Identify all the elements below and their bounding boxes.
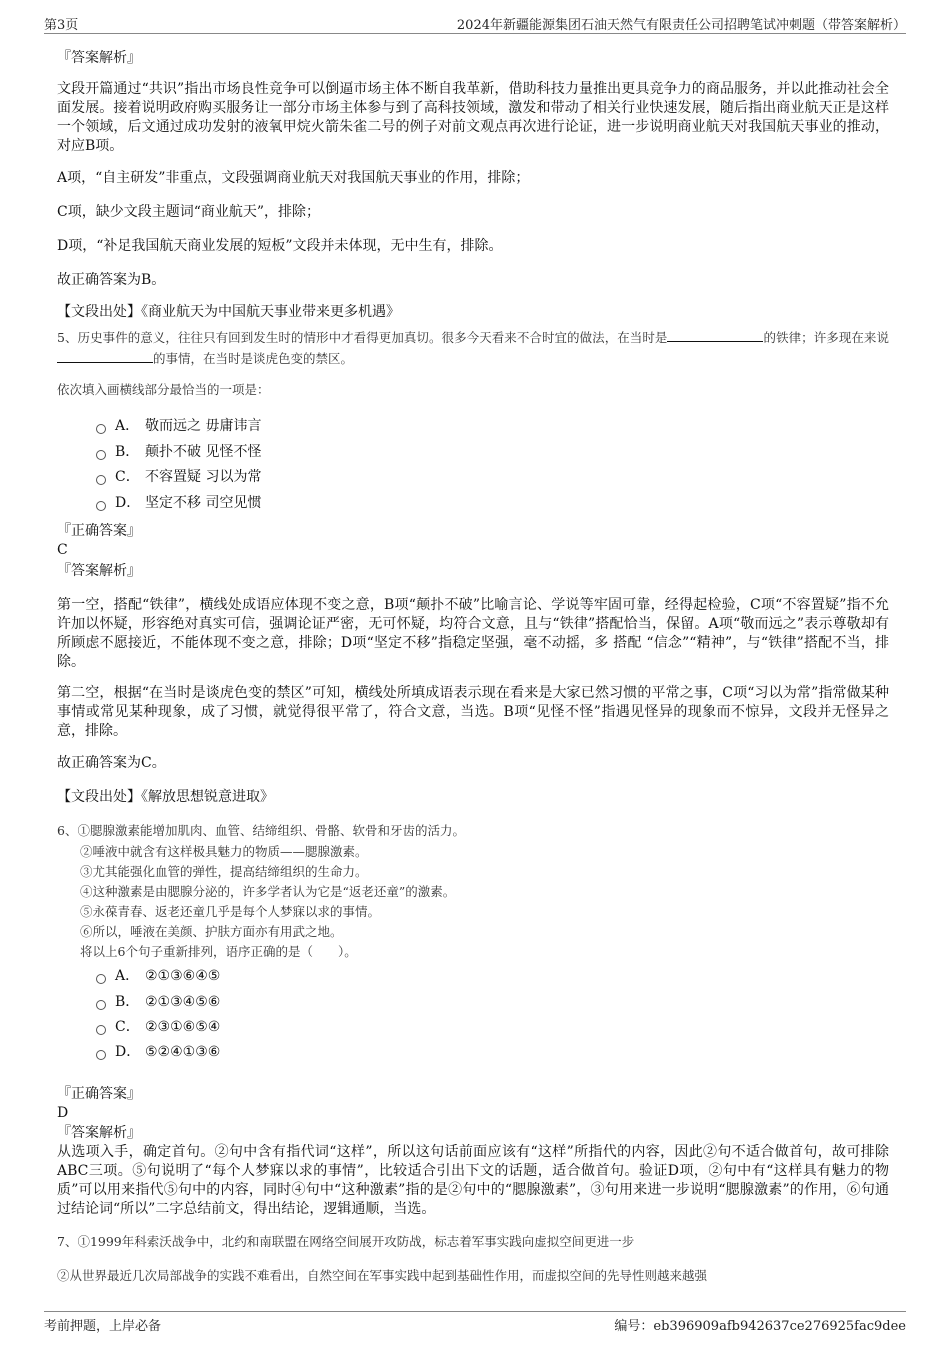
document-title: 2024年新疆能源集团石油天然气有限责任公司招聘笔试冲刺题（带答案解析） — [456, 18, 906, 33]
q6-sentence: ④这种激素是由腮腺分泌的，许多学者认为它是“返老还童”的激素。 — [80, 884, 456, 899]
q4-source: 【文段出处】《商业航天为中国航天事业带来更多机遇》 — [57, 304, 400, 320]
q7-stem-line1: 7、①1999年科索沃战争中，北约和南联盟在网络空间展开攻防战，标志着军事实践向虚拟空间更进一步 — [57, 1234, 635, 1249]
q6-sentence: ⑥所以，唾液在美颜、护肤方面亦有用武之地。 — [80, 924, 343, 939]
header-divider — [44, 33, 906, 34]
q4-analysis-text: 文段开篇通过“共识”指出市场良性竞争可以倒逼市场主体不断自我革新，借助科技力量推出更具竞争力的商品服务，并以此推动社会全面发展。接着说明政府购买服务让一部分市场主体参与到了高科技领域，激发和带动了相关行业快速发展，随后指出商业航天正是这样一个领域，后文通过成功发射的液氧甲烷火箭朱雀二号的例子对前文观点再次进行论证，进一步说明商业航天对我国航天事业的推动，对应B项。 — [57, 81, 889, 154]
radio-icon[interactable] — [96, 1025, 106, 1035]
radio-icon[interactable] — [96, 475, 106, 485]
q4-option-a-note: A项，“自主研发”非重点，文段强调商业航天对我国航天事业的作用，排除； — [57, 170, 530, 186]
radio-icon[interactable] — [96, 1050, 106, 1060]
q5-answer: C — [57, 542, 68, 558]
q5-analysis-label: 『答案解析』 — [57, 563, 141, 579]
q5-option-c[interactable]: C． 不容置疑 习以为常 — [96, 468, 261, 486]
footer-slogan: 考前押题，上岸必备 — [44, 1319, 162, 1334]
q5-blank-2 — [57, 348, 153, 363]
q5-instruction: 依次填入画横线部分最恰当的一项是： — [57, 382, 270, 397]
q4-conclusion: 故正确答案为B。 — [57, 272, 166, 288]
q6-answer: D — [57, 1105, 69, 1121]
q5-option-b[interactable]: B． 颠扑不破 见怪不怪 — [96, 443, 261, 461]
q6-stem-line1: 6、①腮腺激素能增加肌肉、血管、结缔组织、骨骼、软骨和牙齿的活力。 — [57, 823, 465, 838]
q4-option-c-note: C项，缺少文段主题词“商业航天”，排除； — [57, 204, 321, 220]
q4-option-d-note: D项，“补足我国航天商业发展的短板”文段并未体现，无中生有，排除。 — [57, 238, 503, 254]
q5-conclusion: 故正确答案为C。 — [57, 755, 166, 771]
q6-option-c[interactable]: C． ②③①⑥⑤④ — [96, 1018, 220, 1036]
q6-analysis-text: 从选项入手，确定首句。②句中含有指代词“这样”，所以这句话前面应该有“这样”所指代的内容，因此②句不适合做首句，故可排除ABC三项。⑤句说明了“每个人梦寐以求的事情”，比较适合引出下文的话题，适合做首句。验证D项，②句中有“这样具有魅力的物质”可以用来指代⑤句中的内容，同时④句中“这种激素”指的是②句中的“腮腺激素”，③句用来进一步说明“腮腺激素”的作用，⑥句通过结论词“所以”二字总结前文，得出结论，逻辑通顺，当选。 — [57, 1144, 889, 1217]
q5-option-d[interactable]: D． 坚定不移 司空见惯 — [96, 494, 261, 512]
q5-stem: 5、历史事件的意义，往往只有回到发生时的情形中才看得更加真切。很多今天看来不合时宜的做法，在当时是 的铁律；许多现在来说的事情，在当时是谈虎色变的禁区。 — [57, 327, 889, 369]
radio-icon[interactable] — [96, 450, 106, 460]
q6-sentence: ⑤永葆青春、返老还童几乎是每个人梦寐以求的事情。 — [80, 904, 381, 919]
q6-sentence: ③尤其能强化血管的弹性，提高结缔组织的生命力。 — [80, 864, 368, 879]
document-id: 编号：eb396909afb942637ce276925fac9dee — [614, 1319, 906, 1334]
q5-option-a[interactable]: A． 敬而远之 毋庸讳言 — [96, 417, 261, 435]
q5-analysis-p1: 第一空，搭配“铁律”，横线处成语应体现不变之意，B项“颠扑不破”比喻言论、学说等牢固可靠，经得起检验，C项“不容置疑”指不允许加以怀疑，形容绝对真实可信，强调论证严密，无可怀疑，均符合文意，且与“铁律”搭配恰当，保留。A项“敬而远之”表示尊敬却有所顾虑不愿接近，不能体现不变之意，排除；D项“坚定不移”指稳定坚强，毫不动摇，多 搭配 “信念”“精神”，与“铁律”搭配不当，排除。 — [57, 597, 889, 670]
q6-analysis-label: 『答案解析』 — [57, 1125, 141, 1141]
q6-answer-label: 『正确答案』 — [57, 1086, 141, 1102]
q5-source: 【文段出处】《解放思想锐意进取》 — [57, 789, 274, 805]
q6-option-a[interactable]: A． ②①③⑥④⑤ — [96, 967, 220, 985]
footer-divider — [44, 1311, 906, 1312]
q6-option-b[interactable]: B． ②①③④⑤⑥ — [96, 993, 220, 1011]
q4-analysis-label: 『答案解析』 — [57, 50, 141, 66]
radio-icon[interactable] — [96, 501, 106, 511]
q6-instruction: 将以上6个句子重新排列，语序正确的是（ ）。 — [80, 944, 357, 959]
page-number: 第3页 — [44, 18, 79, 33]
q5-answer-label: 『正确答案』 — [57, 523, 141, 539]
q6-sentence: ②唾液中就含有这样极具魅力的物质——腮腺激素。 — [80, 844, 368, 859]
q5-analysis-p2: 第二空，根据“在当时是谈虎色变的禁区”可知，横线处所填成语表示现在看来是大家已然习惯的平常之事，C项“习以为常”指常做某种事情或常见某种现象，成了习惯，就觉得很平常了，符合文意，当选。B项“见怪不怪”指遇见怪异的现象而不惊异，文段并无怪异之意，排除。 — [57, 685, 889, 739]
q5-blank-1 — [667, 327, 763, 342]
radio-icon[interactable] — [96, 424, 106, 434]
radio-icon[interactable] — [96, 1000, 106, 1010]
radio-icon[interactable] — [96, 974, 106, 984]
q6-option-d[interactable]: D． ⑤②④①③⑥ — [96, 1043, 220, 1061]
q7-stem-line2: ②从世界最近几次局部战争的实践不难看出，自然空间在军事实践中起到基础性作用，而虚拟空间的先导性则越来越强 — [57, 1268, 708, 1283]
